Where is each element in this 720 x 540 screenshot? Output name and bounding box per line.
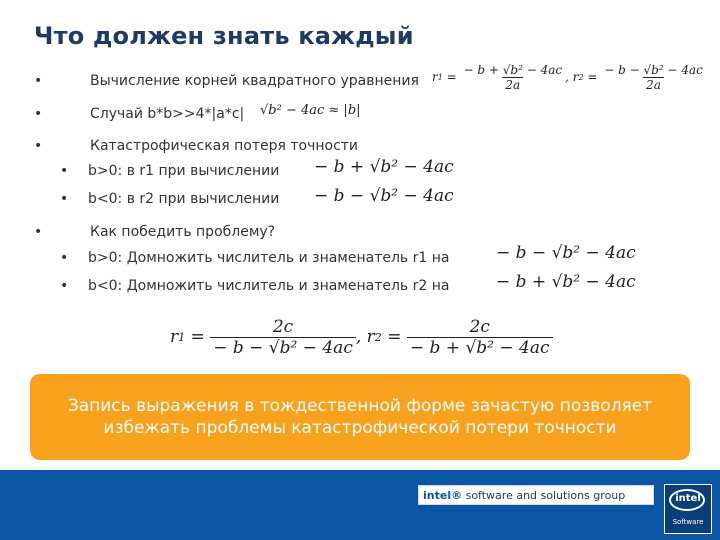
bullet-dot: • (34, 138, 43, 154)
rewritten-roots-formula: r 1 = $\frac{2c}{\text{− b − √b² − 4ac}}$ , r 2 = $\frac{2c}{\text{− b + √b² − 4ac}}$ (170, 308, 550, 366)
sub-bullet-b-positive: b>0: в r1 при вычислении (88, 163, 280, 179)
multiplier-r2-expression: − b + √b² − 4ac (496, 272, 636, 292)
multiplier-r1-expression: − b − √b² − 4ac (496, 243, 636, 263)
final-r1-denominator: − b − √b² − 4ac (210, 337, 356, 358)
logo-word: intel (675, 493, 701, 504)
final-r1-fraction (210, 317, 356, 358)
final-r2-fraction (407, 317, 553, 358)
final-r2-symbol: r (366, 327, 375, 347)
r1-numerator: − b + √b² − 4ac (463, 62, 563, 77)
brand-text: software and solutions group (465, 489, 626, 502)
sub-bullet-multiply-r1: b>0: Домножить числитель и знаменатель r1 на (88, 250, 450, 266)
intel-software-logo (664, 484, 712, 534)
sub-bullet-dot: • (60, 191, 69, 207)
r2-denominator: 2a (643, 77, 664, 92)
final-r2-denominator: − b + √b² − 4ac (407, 337, 553, 358)
brand-intel-label: intel® (423, 489, 463, 502)
final-r1-symbol: r (170, 327, 179, 347)
r1-fraction (461, 63, 566, 92)
footer-bar (0, 470, 720, 540)
brand-banner (418, 485, 654, 505)
logo-subtitle: Software (672, 518, 704, 526)
minus-root-expression: − b − √b² − 4ac (314, 186, 454, 206)
bullet-dot: • (34, 224, 43, 240)
bullet-quadratic-roots: Вычисление корней квадратного уравнения (90, 73, 419, 89)
approx-formula: √b² − 4ac ≈ |b| (260, 103, 361, 118)
final-r1-numerator: 2c (272, 316, 294, 337)
final-r1-subscript: 1 (178, 330, 186, 344)
final-r2-subscript: 2 (374, 330, 382, 344)
sub-bullet-b-negative: b<0: в r2 при вычислении (88, 191, 280, 207)
bullet-dot: • (34, 106, 43, 122)
plus-root-expression: − b + √b² − 4ac (314, 157, 454, 177)
r2-fraction (601, 63, 706, 92)
quadratic-roots-formula: r 1 = $\frac{\text{− b + √b² − 4ac}}{2a}$ , r 2 = $\frac{\text{− b − √b² − 4ac}}{2a}$ (432, 58, 694, 96)
bullet-how-to-fix: Как победить проблему? (90, 224, 276, 240)
r2-numerator: − b − √b² − 4ac (604, 62, 703, 77)
sub-bullet-dot: • (60, 278, 69, 294)
r1-denominator: 2a (502, 77, 523, 92)
sub-bullet-dot: • (60, 163, 69, 179)
bullet-dot: • (34, 73, 43, 89)
bullet-catastrophic-loss: Катастрофическая потеря точности (90, 138, 359, 154)
callout-text: Запись выражения в тождественной форме зачастую позволяет избежать проблемы катастрофической потери точности (67, 396, 653, 438)
r1-subscript: 1 (437, 72, 443, 82)
bullet-case-b-large: Случай b*b>>4*|a*c| (90, 106, 245, 122)
r1-symbol: r (432, 70, 438, 84)
final-r2-numerator: 2c (469, 316, 490, 337)
sub-bullet-multiply-r2: b<0: Домножить числитель и знаменатель r2 на (88, 278, 450, 294)
key-takeaway-callout (30, 374, 690, 460)
r2-symbol: r (572, 70, 579, 84)
sub-bullet-dot: • (60, 250, 69, 266)
slide-title: Что должен знать каждый (34, 22, 414, 50)
r2-subscript: 2 (578, 72, 584, 82)
